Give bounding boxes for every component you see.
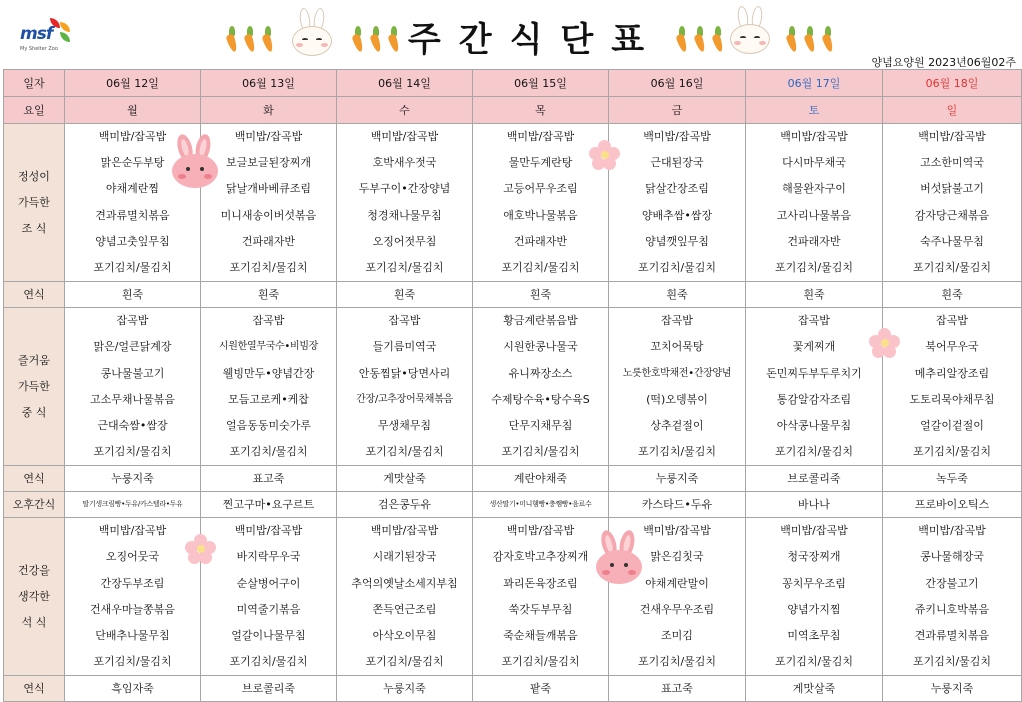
menu-cell: 누룽지죽 bbox=[65, 466, 201, 492]
menu-item: 버섯닭불고기 bbox=[920, 182, 984, 196]
carrot-icon bbox=[244, 26, 256, 52]
menu-item: 메추리알장조림 bbox=[914, 366, 990, 380]
menu-cell: 흰죽 bbox=[201, 282, 337, 308]
menu-item: 쑥갓두부무침 bbox=[508, 602, 573, 616]
menu-item: 추억의옛날소세지부침 bbox=[351, 576, 458, 590]
menu-item: 무생채무침 bbox=[377, 418, 432, 432]
menu-item: 포기김치/물김치 bbox=[229, 445, 308, 459]
menu-item: 건파래자반 bbox=[787, 234, 841, 248]
carrot-icon bbox=[822, 26, 834, 52]
menu-item: 미역줄기볶음 bbox=[236, 602, 301, 616]
menu-item: 통감알감자조림 bbox=[776, 392, 852, 406]
menu-item: 맑은순두부탕 bbox=[100, 156, 165, 170]
menu-item: 백미밥/잡곡밥 bbox=[643, 130, 711, 143]
menu-cell: 표고죽 bbox=[201, 466, 337, 492]
menu-cell: 게맛살죽 bbox=[746, 676, 883, 702]
logo-leaf-icon bbox=[60, 22, 70, 32]
menu-item: 포기김치/물김치 bbox=[93, 260, 172, 274]
menu-item: 양념가지찜 bbox=[787, 602, 841, 616]
dinner-row-label-line: 생각한 bbox=[18, 589, 50, 603]
soft-food-row-1-label: 연식 bbox=[4, 282, 65, 308]
menu-cell: 녹두죽 bbox=[883, 466, 1022, 492]
menu-item: 백미밥/잡곡밥 bbox=[370, 130, 439, 143]
weekday-label: 요일 bbox=[4, 97, 65, 124]
menu-cell: 생산딸기•미니햄빵•충쨈빵•음료수 bbox=[473, 492, 609, 518]
dinner-row-label-line: 건강을 bbox=[18, 563, 50, 577]
menu-cell: 딸기생크림빵•두유/카스텔라•두유 bbox=[65, 492, 201, 518]
menu-item: 포기김치/물김치 bbox=[365, 260, 444, 274]
menu-item: 순살병어구이 bbox=[236, 576, 301, 590]
menu-cell: 카스타드•두유 bbox=[609, 492, 746, 518]
menu-item: 포기김치/물김치 bbox=[912, 260, 992, 274]
menu-cell: 프로바이오틱스 bbox=[883, 492, 1022, 518]
lunch-row-label-line: 가득한 bbox=[18, 379, 50, 393]
menu-item: 호박새우젓국 bbox=[372, 156, 437, 170]
menu-cell bbox=[473, 124, 609, 282]
menu-item: 백미밥/잡곡밥 bbox=[780, 130, 848, 143]
menu-cell bbox=[883, 518, 1022, 676]
lunch-row-label-line: 즐거움 bbox=[18, 353, 50, 367]
menu-item: 포기김치/물김치 bbox=[774, 655, 854, 669]
dinner-row-label bbox=[4, 518, 65, 676]
dinner-row-label-line: 석 식 bbox=[21, 615, 47, 629]
menu-item: 포기김치/물김치 bbox=[912, 445, 992, 459]
weekday-cell: 일 bbox=[883, 97, 1022, 124]
menu-item: 건새우무우조림 bbox=[639, 602, 715, 616]
menu-item: 백미밥/잡곡밥 bbox=[918, 130, 986, 143]
menu-cell bbox=[473, 308, 609, 466]
menu-cell: 게맛살죽 bbox=[337, 466, 473, 492]
menu-cell: 브로콜리죽 bbox=[746, 466, 883, 492]
menu-cell bbox=[746, 308, 883, 466]
date-label: 일자 bbox=[4, 70, 65, 97]
carrot-icon bbox=[262, 26, 274, 52]
menu-item: 감자호박고추장찌개 bbox=[492, 550, 589, 564]
carrot-icon bbox=[694, 26, 706, 52]
menu-item: 포기김치/물김치 bbox=[501, 260, 580, 274]
menu-item: 견과류멸치볶음 bbox=[914, 629, 990, 642]
menu-cell: 누룽지죽 bbox=[883, 676, 1022, 702]
menu-item: 꽈리돈육장조림 bbox=[503, 576, 578, 590]
menu-item: 청국장찌개 bbox=[787, 550, 841, 564]
menu-item: 다시마무채국 bbox=[782, 156, 846, 170]
menu-item: 죽순채들깨볶음 bbox=[503, 629, 578, 642]
menu-cell: 흰죽 bbox=[746, 282, 883, 308]
pink-bunny-icon bbox=[596, 530, 642, 584]
soft-food-row-2 bbox=[4, 466, 1022, 492]
afternoon-snack-row-label: 오후간식 bbox=[4, 492, 65, 518]
menu-item: 오징어젓무침 bbox=[372, 234, 437, 248]
menu-item: 단무지채무침 bbox=[508, 418, 573, 432]
carrot-icon bbox=[676, 26, 688, 52]
menu-item: 백미밥/잡곡밥 bbox=[918, 524, 986, 538]
soft-food-row-3 bbox=[4, 676, 1022, 702]
menu-cell bbox=[473, 518, 609, 676]
menu-item: 포기김치/물김치 bbox=[501, 655, 580, 669]
menu-cell bbox=[609, 308, 746, 466]
menu-cell: 계란야채죽 bbox=[473, 466, 609, 492]
dinner-row bbox=[4, 518, 1022, 676]
menu-item: 간장두부조림 bbox=[100, 576, 165, 590]
menu-item: 닭살간장조림 bbox=[645, 182, 709, 196]
menu-item: 보글보글된장찌개 bbox=[225, 156, 311, 170]
menu-item: 근대숙쌈•쌈장 bbox=[97, 418, 168, 432]
menu-item: 유니짜장소스 bbox=[508, 366, 573, 380]
menu-item: 포기김치/물김치 bbox=[637, 445, 717, 459]
menu-cell: 바나나 bbox=[746, 492, 883, 518]
facility-date: 양념요양원 2023년06월02주 bbox=[871, 56, 1016, 69]
menu-item: 얼갈이나물무침 bbox=[231, 629, 306, 642]
menu-item: 북어무우국 bbox=[925, 340, 979, 354]
page-title: 주간식단표 bbox=[407, 20, 663, 60]
menu-item: 꽁치무우조림 bbox=[782, 576, 846, 590]
menu-item: 잡곡밥 bbox=[661, 314, 693, 328]
menu-cell: 흑임자죽 bbox=[65, 676, 201, 702]
menu-item: 야채계란찜 bbox=[105, 182, 160, 196]
menu-item: 포기김치/물김치 bbox=[637, 260, 717, 274]
menu-item: 백미밥/잡곡밥 bbox=[234, 130, 303, 143]
menu-item: 양배추쌈•쌈장 bbox=[641, 208, 713, 222]
menu-item: 잡곡밥 bbox=[936, 314, 968, 328]
menu-item: 쥬키니호박볶음 bbox=[914, 602, 990, 616]
menu-item: 백미밥/잡곡밥 bbox=[780, 524, 848, 538]
flower-icon bbox=[590, 140, 620, 170]
menu-item: 간장/고추장어묵채볶음 bbox=[356, 393, 453, 405]
menu-item: 도토리묵야채무침 bbox=[909, 392, 995, 406]
menu-item: 들기름미역국 bbox=[372, 340, 437, 354]
menu-item: 얼음동동미숫가루 bbox=[225, 418, 311, 432]
menu-cell: 찐고구마•요구르트 bbox=[201, 492, 337, 518]
menu-cell: 흰죽 bbox=[473, 282, 609, 308]
logo-leaf-icon bbox=[60, 32, 70, 42]
soft-food-row-3-label: 연식 bbox=[4, 676, 65, 702]
menu-item: 포기김치/물김치 bbox=[229, 655, 308, 669]
soft-food-row-1 bbox=[4, 282, 1022, 308]
menu-cell bbox=[337, 308, 473, 466]
menu-item: 잡곡밥 bbox=[116, 314, 149, 328]
lunch-row-label-line: 중 식 bbox=[21, 405, 47, 419]
menu-item: 포기김치/물김치 bbox=[93, 445, 172, 459]
menu-cell bbox=[337, 518, 473, 676]
menu-cell bbox=[883, 124, 1022, 282]
breakfast-row-label-line: 가득한 bbox=[18, 195, 50, 209]
menu-item: 근대된장국 bbox=[650, 156, 704, 170]
menu-item: 오징어뭇국 bbox=[105, 550, 160, 564]
menu-item: 백미밥/잡곡밥 bbox=[506, 130, 575, 143]
menu-item: 포기김치/물김치 bbox=[365, 445, 444, 459]
menu-item: 단배추나물무침 bbox=[95, 629, 170, 642]
menu-item: 맑은/얼큰닭계장 bbox=[93, 340, 172, 354]
menu-item: 시원한열무국수•비빔장 bbox=[218, 341, 319, 353]
menu-item: 포기김치/물김치 bbox=[912, 655, 992, 669]
menu-item: 꽃게찌개 bbox=[792, 340, 836, 354]
menu-item: (떡)오뎅볶이 bbox=[646, 392, 708, 406]
menu-cell: 검은콩두유 bbox=[337, 492, 473, 518]
weekday-cell: 토 bbox=[746, 97, 883, 124]
date-cell: 06월 14일 bbox=[337, 70, 473, 97]
weekday-cell: 월 bbox=[65, 97, 201, 124]
menu-cell: 흰죽 bbox=[337, 282, 473, 308]
menu-item: 콩나물불고기 bbox=[100, 366, 165, 380]
menu-item: 양념깻잎무침 bbox=[645, 234, 709, 248]
weekday-cell: 화 bbox=[201, 97, 337, 124]
menu-item: 조미김 bbox=[661, 629, 693, 642]
menu-item: 시원한콩나물국 bbox=[503, 340, 578, 354]
menu-item: 건파래자반 bbox=[241, 234, 296, 248]
menu-cell: 팥죽 bbox=[473, 676, 609, 702]
menu-item: 포기김치/물김치 bbox=[501, 445, 580, 459]
menu-item: 미니새송이버섯볶음 bbox=[220, 208, 317, 222]
menu-cell: 흰죽 bbox=[65, 282, 201, 308]
weekly-menu-table bbox=[3, 69, 1022, 702]
menu-cell: 누룽지죽 bbox=[337, 676, 473, 702]
menu-item: 물만두계란탕 bbox=[508, 156, 573, 170]
menu-item: 아삭오이무침 bbox=[372, 629, 437, 642]
menu-item: 포기김치/물김치 bbox=[774, 260, 854, 274]
menu-item: 미역초무침 bbox=[787, 629, 841, 642]
soft-food-row-2-label: 연식 bbox=[4, 466, 65, 492]
breakfast-row bbox=[4, 124, 1022, 282]
menu-item: 백미밥/잡곡밥 bbox=[506, 524, 575, 538]
menu-item: 포기김치/물김치 bbox=[93, 655, 172, 669]
menu-item: 백미밥/잡곡밥 bbox=[98, 524, 167, 538]
menu-item: 웰빙만두•양념간장 bbox=[222, 366, 315, 380]
menu-cell bbox=[337, 124, 473, 282]
menu-item: 수제탕수육•탕수육S bbox=[491, 392, 590, 406]
menu-item: 포기김치/물김치 bbox=[229, 260, 308, 274]
menu-item: 쫀득연근조림 bbox=[372, 602, 437, 616]
weekday-cell: 목 bbox=[473, 97, 609, 124]
carrot-icon bbox=[388, 26, 400, 52]
header bbox=[0, 0, 1022, 72]
menu-item: 콩나물해장국 bbox=[920, 550, 984, 564]
date-row bbox=[4, 70, 1022, 97]
menu-item: 견과류멸치볶음 bbox=[95, 208, 170, 222]
menu-cell bbox=[746, 518, 883, 676]
menu-item: 양념고춧잎무침 bbox=[95, 234, 170, 248]
menu-cell: 흰죽 bbox=[609, 282, 746, 308]
lunch-row-label bbox=[4, 308, 65, 466]
menu-item: 고등어무우조림 bbox=[503, 182, 578, 196]
menu-item: 청경채나물무침 bbox=[367, 208, 442, 222]
logo-subtitle: My Shelter Zoo bbox=[20, 46, 58, 52]
menu-cell: 표고죽 bbox=[609, 676, 746, 702]
weekday-cell: 금 bbox=[609, 97, 746, 124]
menu-item: 바지락무우국 bbox=[236, 550, 301, 564]
menu-item: 해물완자구이 bbox=[782, 182, 846, 196]
menu-item: 얼갈이겉절이 bbox=[920, 418, 984, 432]
flower-icon bbox=[870, 328, 900, 358]
date-cell: 06월 13일 bbox=[201, 70, 337, 97]
carrot-icon bbox=[370, 26, 382, 52]
menu-cell bbox=[883, 308, 1022, 466]
menu-cell bbox=[746, 124, 883, 282]
menu-item: 백미밥/잡곡밥 bbox=[643, 524, 711, 538]
menu-item: 포기김치/물김치 bbox=[774, 445, 854, 459]
menu-item: 잡곡밥 bbox=[388, 314, 421, 328]
menu-item: 노릇한호박채전•간장양념 bbox=[622, 367, 732, 379]
menu-cell bbox=[201, 308, 337, 466]
menu-item: 감자당근채볶음 bbox=[914, 208, 990, 222]
logo-text: msf bbox=[20, 24, 53, 44]
pink-bunny-icon bbox=[172, 134, 218, 188]
carrot-icon bbox=[786, 26, 798, 52]
carrot-icon bbox=[804, 26, 816, 52]
menu-item: 포기김치/물김치 bbox=[637, 655, 717, 669]
carrot-icon bbox=[226, 26, 238, 52]
date-cell: 06월 17일 bbox=[746, 70, 883, 97]
menu-cell bbox=[609, 124, 746, 282]
menu-cell: 브로콜리죽 bbox=[201, 676, 337, 702]
menu-item: 아삭콩나물무침 bbox=[776, 418, 852, 432]
menu-item: 시래기된장국 bbox=[372, 550, 437, 564]
menu-item: 황금계란볶음밥 bbox=[503, 314, 578, 328]
menu-item: 건새우마늘쫑볶음 bbox=[89, 602, 175, 616]
carrot-icon bbox=[352, 26, 364, 52]
menu-item: 간장불고기 bbox=[925, 576, 979, 590]
lunch-row bbox=[4, 308, 1022, 466]
menu-item: 애호박나물볶음 bbox=[503, 208, 578, 222]
menu-item: 두부구이•간장양념 bbox=[358, 182, 451, 196]
menu-cell bbox=[65, 308, 201, 466]
breakfast-row-label-line: 정성이 bbox=[18, 169, 50, 183]
menu-item: 맑은김칫국 bbox=[650, 550, 704, 564]
breakfast-row-label-line: 조 식 bbox=[21, 221, 47, 235]
menu-item: 포기김치/물김치 bbox=[365, 655, 444, 669]
menu-item: 꼬치어묵탕 bbox=[650, 340, 704, 354]
menu-item: 백미밥/잡곡밥 bbox=[98, 130, 167, 143]
date-cell: 06월 15일 bbox=[473, 70, 609, 97]
menu-item: 돈민찌두부두루치기 bbox=[766, 366, 862, 380]
menu-cell bbox=[65, 518, 201, 676]
menu-item: 고소한미역국 bbox=[920, 156, 984, 170]
menu-cell: 흰죽 bbox=[883, 282, 1022, 308]
menu-item: 백미밥/잡곡밥 bbox=[234, 524, 303, 538]
menu-cell: 누룽지죽 bbox=[609, 466, 746, 492]
menu-item: 안동찜닭•당면사리 bbox=[358, 366, 451, 380]
weekday-cell: 수 bbox=[337, 97, 473, 124]
weekday-row bbox=[4, 97, 1022, 124]
flower-icon bbox=[186, 534, 216, 564]
menu-item: 야채계란말이 bbox=[645, 576, 709, 590]
menu-cell bbox=[201, 518, 337, 676]
menu-item: 잡곡밥 bbox=[798, 314, 830, 328]
date-cell: 06월 12일 bbox=[65, 70, 201, 97]
menu-cell bbox=[201, 124, 337, 282]
menu-item: 백미밥/잡곡밥 bbox=[370, 524, 439, 538]
menu-item: 모듬고로케•케찹 bbox=[228, 392, 309, 406]
menu-item: 닭날개바베큐조림 bbox=[225, 182, 311, 196]
logo bbox=[20, 18, 80, 60]
date-cell: 06월 16일 bbox=[609, 70, 746, 97]
bunny-icon bbox=[728, 6, 772, 56]
menu-item: 잡곡밥 bbox=[252, 314, 285, 328]
breakfast-row-label bbox=[4, 124, 65, 282]
menu-item: 고소무채나물볶음 bbox=[89, 392, 175, 406]
afternoon-snack-row bbox=[4, 492, 1022, 518]
carrot-icon bbox=[712, 26, 724, 52]
date-cell: 06월 18일 bbox=[883, 70, 1022, 97]
menu-item: 고사리나물볶음 bbox=[776, 208, 852, 222]
menu-item: 숙주나물무침 bbox=[920, 234, 984, 248]
bunny-icon bbox=[290, 8, 334, 58]
menu-item: 건파래자반 bbox=[513, 234, 568, 248]
menu-item: 상추겉절이 bbox=[650, 418, 704, 432]
